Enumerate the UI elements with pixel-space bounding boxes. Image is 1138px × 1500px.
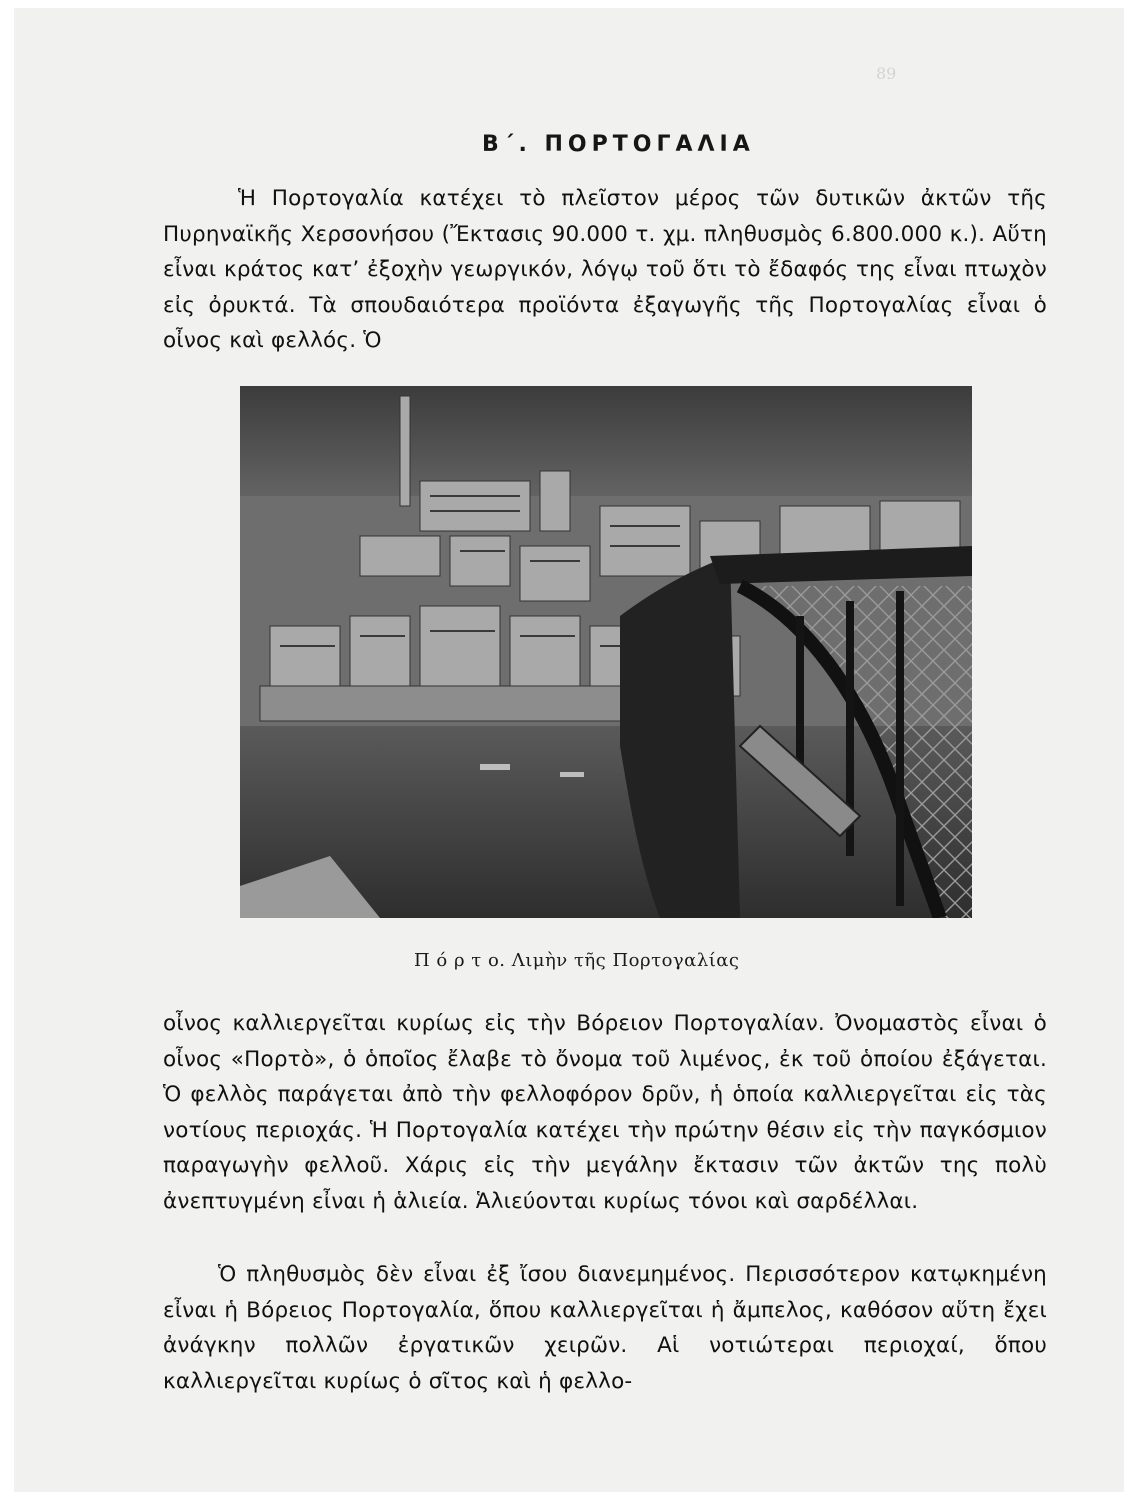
chapter-heading: Β΄. ΠΟΡΤΟΓΑΛΙΑ xyxy=(482,132,755,157)
book-page xyxy=(14,8,1124,1492)
paragraph-population: Ὁ πληθυσμὸς δὲν εἶναι ἐξ ἴσου διανεμημένος. Περισσότερον κατῳκημένη εἶναι ἡ Βόρειος Πορτογαλία, ὅπου καλλιεργεῖται ἡ ἄμπελος, καθόσον αὕτη ἔχει ἀνάγκην πολλῶν ἐργατικῶν χειρῶν. Αἱ νοτιώτεραι περιοχαί, ὅπου καλλιεργεῖται κυρίως ὁ σῖτος καὶ ἡ φελλο- xyxy=(163,1262,1047,1394)
paragraph-wine-cork: οἶνος καλλιεργεῖται κυρίως εἰς τὴν Βόρειον Πορτογαλίαν. Ὀνομαστὸς εἶναι ὁ οἶνος «Πορτὸ», ὁ ὁποῖος ἔλαβε τὸ ὄνομα τοῦ λιμένος, ἐκ τοῦ ὁποίου ἐξάγεται. Ὁ φελλὸς παράγεται ἀπὸ τὴν φελλοφόρον δρῦν, ἡ ὁποία καλλιεργεῖται εἰς τὰς νοτίους περιοχάς. Ἡ Πορτογαλία κατέχει τὴν πρώτην θέσιν εἰς τὴν παγκόσμιον παραγωγὴν φελλοῦ. Χάρις εἰς τὴν μεγάλην ἔκτασιν τῶν ἀκτῶν της πολὺ ἀνεπτυγμένη εἶναι ἡ ἁλιεία. Ἁλιεύονται κυρίως τόνοι καὶ σαρδέλλαι. xyxy=(163,1011,1047,1214)
porto-photo-illustration xyxy=(240,386,972,918)
paragraph-intro: Ἡ Πορτογαλία κατέχει τὸ πλεῖστον μέρος τῶν δυτικῶν ἀκτῶν τῆς Πυρηναϊκῆς Χερσονήσου (Ἔκτασις 90.000 τ. χμ. πληθυσμὸς 6.800.000 κ.). Αὕτη εἶναι κράτος κατ’ ἐξοχὴν γεωργικόν, λόγῳ τοῦ ὅτι τὸ ἔδαφός της εἶναι πτωχὸν εἰς ὀρυκτά. Τὰ σπουδαιότερα προϊόντα ἐξαγωγῆς τῆς Πορτογαλίας εἶναι ὁ οἶνος καὶ φελλός. Ὁ xyxy=(163,186,1047,353)
photo-caption: Π ό ρ τ ο. Λιμὴν τῆς Πορτογαλίας xyxy=(414,950,740,971)
porto-photo xyxy=(240,386,972,918)
page-number: 89 xyxy=(876,64,897,83)
